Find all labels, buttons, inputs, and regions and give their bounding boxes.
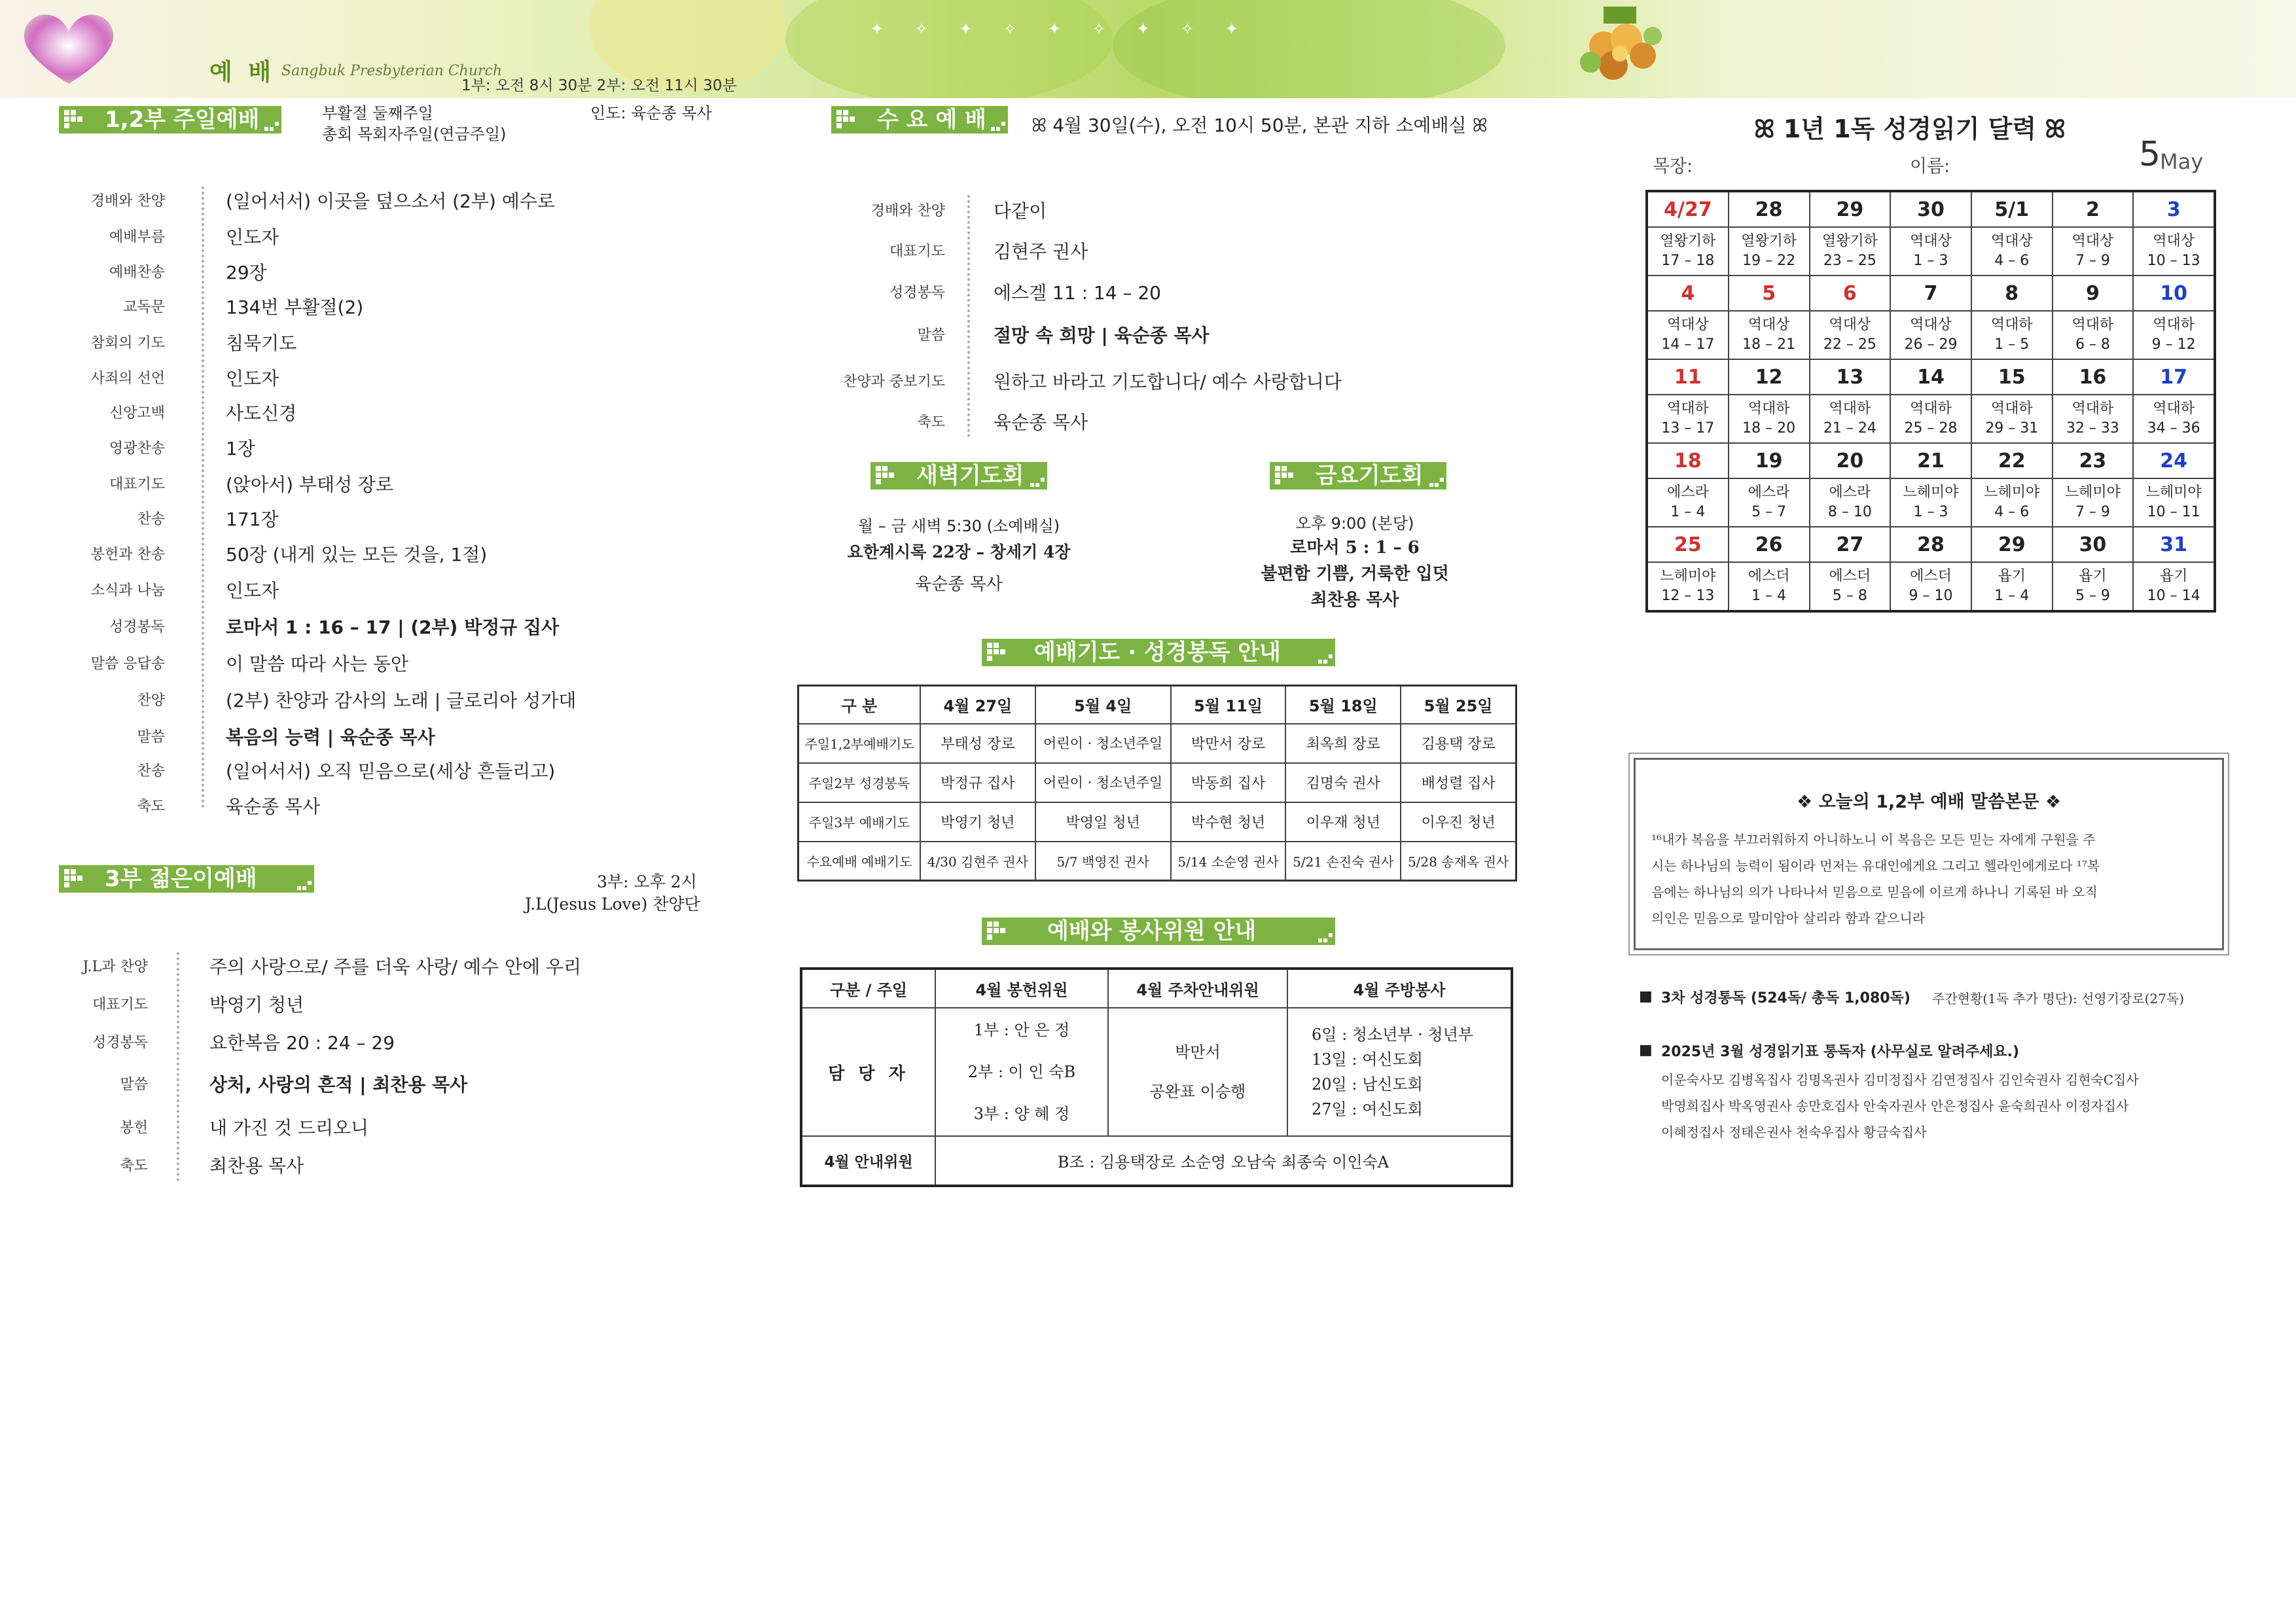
order-label: 말씀 xyxy=(137,729,165,745)
table-header: 4월 27일 xyxy=(920,686,1035,724)
order-label: 축도 xyxy=(120,1158,148,1174)
calendar-reading: 역대상 4 – 6 xyxy=(1971,227,2053,276)
calendar-day: 24 xyxy=(2133,443,2215,478)
verse-title: ❖ 오늘의 1,2부 예배 말씀본문 ❖ xyxy=(1796,792,2062,812)
calendar-day: 28 xyxy=(1890,527,1971,562)
calendar-reading: 느헤미야 4 – 6 xyxy=(1971,478,2053,527)
parking-cell: 박만서 공완표 이승행 xyxy=(1108,1008,1287,1136)
table-cell: 이우진 청년 xyxy=(1401,802,1516,842)
table-cell: 박동희 집사 xyxy=(1171,763,1286,802)
table-cell: 주일1,2부예배기도 xyxy=(798,724,921,763)
order-value: (2부) 찬양과 감사의 노래 | 글로리아 성가대 xyxy=(226,690,577,711)
youth-choir: J.L(Jesus Love) 찬양단 xyxy=(525,895,700,914)
order-label: 성경봉독 xyxy=(109,619,165,635)
order-label: 찬양 xyxy=(137,692,165,709)
kitchen-cell: 6일 : 청소년부 · 청년부 13일 : 여신도회 20일 : 남신도회 27일 : 여신도회 xyxy=(1287,1008,1512,1136)
friday-prayer-header: 금요기도회 xyxy=(1270,462,1446,490)
service-times: 1부: 오전 8시 30분 2부: 오전 11시 30분 xyxy=(461,77,737,94)
calendar-day: 12 xyxy=(1729,359,1810,395)
order-value: (일어서서) 오직 믿음으로(세상 흔들리고) xyxy=(226,760,556,782)
calendar-day: 30 xyxy=(2053,527,2134,562)
calendar-reading: 느헤미야 1 – 3 xyxy=(1890,478,1971,527)
order-label: 대표기도 xyxy=(92,997,148,1013)
calendar-day: 4 xyxy=(1647,276,1729,311)
order-label: 사죄의 선언 xyxy=(90,370,165,387)
calendar-day: 3 xyxy=(2133,191,2215,227)
friday-line-1: 오후 9:00 (본당) xyxy=(1295,514,1414,533)
calendar-day: 29 xyxy=(1971,527,2053,562)
calendar-reading: 에스더 1 – 4 xyxy=(1729,562,1810,611)
table-cell: 박수현 청년 xyxy=(1171,802,1286,842)
row-label: 4월 안내위원 xyxy=(801,1136,935,1186)
header-banner xyxy=(0,0,2296,98)
calendar-reading: 역대하 29 – 31 xyxy=(1971,395,2053,443)
order-label: 예배찬송 xyxy=(109,264,165,281)
calendar-day: 6 xyxy=(1810,276,1891,311)
calendar-reading: 욥기 5 – 9 xyxy=(2053,562,2134,611)
table-cell: 5/21 손진숙 권사 xyxy=(1285,842,1401,881)
calendar-reading: 느헤미야 10 – 11 xyxy=(2133,478,2215,527)
calendar-reading: 에스라 1 – 4 xyxy=(1647,478,1729,527)
table-header: 4월 주방봉사 xyxy=(1287,969,1512,1008)
order-value: 134번 부활절(2) xyxy=(226,296,364,318)
wednesday-info: ꕤ 4월 30일(수), 오전 10시 50분, 본관 지하 소예배실 ꕤ xyxy=(1031,115,1488,136)
order-label: 예배부름 xyxy=(109,229,165,245)
calendar-day: 8 xyxy=(1971,276,2053,311)
calendar-reading: 역대상 14 – 17 xyxy=(1647,311,1729,359)
calendar-day: 18 xyxy=(1647,443,1729,478)
notice-2-names: 박영희집사 박옥영권사 송만호집사 안숙자권사 안은정집사 윤숙희권사 이정자집사 xyxy=(1661,1098,2129,1114)
order-label: 성경봉독 xyxy=(92,1035,148,1051)
table-header: 5월 4일 xyxy=(1035,686,1171,724)
group-label: 목장: xyxy=(1653,156,1693,177)
dotted-divider xyxy=(967,195,973,437)
calendar-day: 11 xyxy=(1647,359,1729,395)
heart-logo-icon xyxy=(13,5,124,90)
calendar-reading: 역대하 34 – 36 xyxy=(2133,395,2215,443)
order-value: 침묵기도 xyxy=(226,332,297,354)
calendar-day: 15 xyxy=(1971,359,2053,395)
notice-bullet: ■ xyxy=(1639,1042,1653,1058)
table-cell: 주일3부 예배기도 xyxy=(798,802,921,842)
service-volunteer-table xyxy=(800,967,1513,1187)
table-cell: 박영기 청년 xyxy=(920,802,1035,842)
dawn-line-2: 요한계시록 22장 – 창세기 4장 xyxy=(847,543,1071,562)
table-header: 구분 / 주일 xyxy=(801,969,935,1008)
order-label: 찬양과 중보기도 xyxy=(843,374,945,390)
dotted-divider xyxy=(177,952,182,1181)
table-row xyxy=(798,763,1516,802)
table-header: 5월 11일 xyxy=(1171,686,1286,724)
order-label: 경배와 찬양 xyxy=(90,193,165,209)
month-name: May xyxy=(2160,149,2204,174)
table-cell: 최옥희 장로 xyxy=(1285,724,1401,763)
calendar-day: 19 xyxy=(1729,443,1810,478)
calendar-day: 13 xyxy=(1810,359,1891,395)
verse-line: 시는 하나님의 능력이 됨이라 먼저는 유대인에게요 그리고 헬라인에게로다 ¹⁷복 xyxy=(1651,858,2100,874)
dawn-line-3: 육순종 목사 xyxy=(915,575,1003,594)
calendar-day: 21 xyxy=(1890,443,1971,478)
order-value: 이 말씀 따라 사는 동안 xyxy=(226,653,409,675)
wednesday-service-header: 수 요 예 배 xyxy=(831,106,1008,134)
calendar-reading: 역대하 9 – 12 xyxy=(2133,311,2215,359)
table-cell: 배성렬 집사 xyxy=(1401,763,1516,802)
order-value: 인도자 xyxy=(226,368,279,389)
order-label: J.L과 찬양 xyxy=(82,959,148,975)
calendar-reading: 역대상 22 – 25 xyxy=(1810,311,1891,359)
notice-bullet: ■ xyxy=(1639,988,1653,1005)
table-cell: 5/7 백영진 권사 xyxy=(1035,842,1171,881)
order-value: 에스겔 11 : 14 – 20 xyxy=(994,282,1161,304)
order-label: 봉헌 xyxy=(120,1120,148,1136)
order-label: 신앙고백 xyxy=(109,405,165,421)
order-label: 말씀 응답송 xyxy=(90,656,165,672)
order-label: 성경봉독 xyxy=(889,285,945,301)
table-cell: 박만서 장로 xyxy=(1171,724,1286,763)
calendar-reading: 역대상 18 – 21 xyxy=(1729,311,1810,359)
calendar-reading: 역대상 26 – 29 xyxy=(1890,311,1971,359)
order-value: (앉아서) 부태성 장로 xyxy=(226,474,394,495)
table-header: 5월 18일 xyxy=(1285,686,1401,724)
table-header: 4월 봉헌위원 xyxy=(935,969,1108,1008)
calendar-reading: 에스라 8 – 10 xyxy=(1810,478,1891,527)
name-label: 이름: xyxy=(1910,156,1950,177)
today-verse-box xyxy=(1634,758,2224,950)
notice-1-detail: 주간현황(1독 추가 명단): 선영기장로(27독) xyxy=(1932,991,2184,1007)
calendar-reading: 역대하 1 – 5 xyxy=(1971,311,2053,359)
youth-time: 3부: 오후 2시 xyxy=(597,872,697,891)
friday-line-3: 불편함 기쁨, 거룩한 입덧 xyxy=(1261,564,1449,584)
table-cell: 어린이 · 청소년주일 xyxy=(1035,763,1171,802)
calendar-day: 31 xyxy=(2133,527,2215,562)
calendar-reading: 역대상 10 – 13 xyxy=(2133,227,2215,276)
table-cell: 김명숙 권사 xyxy=(1285,763,1401,802)
table-header: 구 분 xyxy=(798,686,921,724)
dawn-prayer-header: 새벽기도회 xyxy=(870,462,1047,490)
order-value: 원하고 바라고 기도합니다/ 예수 사랑합니다 xyxy=(994,371,1342,393)
order-value: 로마서 1 : 16 – 17 | (2부) 박정규 집사 xyxy=(226,616,560,638)
order-label: 축도 xyxy=(917,414,945,431)
table-row xyxy=(798,802,1516,842)
friday-line-4: 최찬용 목사 xyxy=(1310,590,1399,610)
order-label: 소식과 나눔 xyxy=(90,582,165,599)
prayer-schedule-table xyxy=(797,685,1517,882)
table-cell: 김용택 장로 xyxy=(1401,724,1516,763)
order-value: 김현주 권사 xyxy=(994,241,1088,262)
offering-cell: 1부 : 안 은 정 2부 : 이 인 숙B 3부 : 양 혜 정 xyxy=(935,1008,1108,1136)
calendar-reading: 역대상 1 – 3 xyxy=(1890,227,1971,276)
logo-word: 예 배 xyxy=(209,59,276,86)
order-value: (일어서서) 이곳을 덮으소서 (2부) 예수로 xyxy=(226,190,555,212)
calendar-reading: 열왕기하 23 – 25 xyxy=(1810,227,1891,276)
calendar-reading: 느헤미야 12 – 13 xyxy=(1647,562,1729,611)
calendar-day: 5 xyxy=(1729,276,1810,311)
calendar-day: 25 xyxy=(1647,527,1729,562)
sunday-subtitle-1: 부활절 둘째주일 xyxy=(322,104,433,122)
calendar-day: 2 xyxy=(2053,191,2134,227)
notice-2-title: 2025년 3월 성경읽기표 통독자 (사무실로 알려주세요.) xyxy=(1661,1044,2020,1060)
table-cell: 5/28 송재옥 권사 xyxy=(1401,842,1516,881)
order-value: 사도신경 xyxy=(226,402,297,424)
sparkle-decoration-icon: ✦ ✧ ✦ ✧ ✦ ✧ ✦ ✧ ✦ xyxy=(870,20,1252,38)
order-value: 29장 xyxy=(226,262,267,283)
order-value: 육순종 목사 xyxy=(226,796,321,817)
table-cell: 수요예배 예배기도 xyxy=(798,842,921,881)
order-value: 인도자 xyxy=(226,580,279,601)
table-cell: 4/30 김현주 권사 xyxy=(920,842,1035,881)
table-cell: 주일2부 성경봉독 xyxy=(798,763,921,802)
calendar-day: 5/1 xyxy=(1971,191,2053,227)
table-cell: 5/14 소순영 권사 xyxy=(1171,842,1286,881)
calendar-reading: 욥기 1 – 4 xyxy=(1971,562,2053,611)
table-cell: 부태성 장로 xyxy=(920,724,1035,763)
calendar-reading: 역대하 21 – 24 xyxy=(1810,395,1891,443)
bible-reading-calendar xyxy=(1645,190,2216,613)
youth-service-header: 3부 젊은이예배 xyxy=(59,865,314,893)
friday-line-2: 로마서 5 : 1 – 6 xyxy=(1290,538,1420,558)
order-value: 주의 사랑으로/ 주를 더욱 사랑/ 예수 안에 우리 xyxy=(209,956,582,978)
order-value: 상처, 사랑의 흔적 | 최찬용 목사 xyxy=(209,1074,468,1096)
table-cell: 박영일 청년 xyxy=(1035,802,1171,842)
calendar-day: 23 xyxy=(2053,443,2134,478)
table-row xyxy=(798,842,1516,881)
order-value: 요한복음 20 : 24 – 29 xyxy=(209,1032,395,1054)
order-label: 대표기도 xyxy=(109,476,165,493)
order-label: 봉헌과 찬송 xyxy=(90,546,165,563)
calendar-reading: 역대상 7 – 9 xyxy=(2053,227,2134,276)
calendar-reading: 에스더 9 – 10 xyxy=(1890,562,1971,611)
calendar-day: 16 xyxy=(2053,359,2134,395)
table-cell: 이우재 청년 xyxy=(1285,802,1401,842)
calendar-title: ꕤ 1년 1독 성경읽기 달력 ꕤ xyxy=(1754,115,2066,143)
order-value: 인도자 xyxy=(226,226,279,248)
verse-line: 음에는 하나님의 의가 나타나서 믿음으로 믿음에 이르게 하나니 기록된 바 오직 xyxy=(1651,884,2098,900)
order-value: 내 가진 것 드리오니 xyxy=(209,1117,369,1139)
order-value: 박영기 청년 xyxy=(209,994,304,1016)
guide-cell: B조 : 김용택장로 소순영 오남숙 최종숙 이인숙A xyxy=(935,1136,1512,1186)
calendar-day: 27 xyxy=(1810,527,1891,562)
calendar-day: 10 xyxy=(2133,276,2215,311)
calendar-day: 7 xyxy=(1890,276,1971,311)
flower-pot-icon xyxy=(1564,0,1676,95)
order-label: 말씀 xyxy=(120,1077,148,1093)
calendar-reading: 에스라 5 – 7 xyxy=(1729,478,1810,527)
order-label: 교독문 xyxy=(123,299,165,315)
calendar-day: 20 xyxy=(1810,443,1891,478)
calendar-day: 26 xyxy=(1729,527,1810,562)
month-number: 5 xyxy=(2139,135,2161,174)
notice-2-names: 이운숙사모 김병옥집사 김명옥권사 김미정집사 김연정집사 김인숙권사 김현숙C집사 xyxy=(1661,1072,2139,1088)
order-value: 171장 xyxy=(226,508,279,530)
calendar-reading: 역대하 18 – 20 xyxy=(1729,395,1810,443)
table-row xyxy=(798,724,1516,763)
logo-script: Sangbuk Presbyterian Church xyxy=(281,63,503,79)
order-value: 1장 xyxy=(226,438,255,459)
order-label: 축도 xyxy=(137,798,165,815)
table-header: 4월 주차안내위원 xyxy=(1108,969,1287,1008)
calendar-reading: 역대하 25 – 28 xyxy=(1890,395,1971,443)
table-cell: 박정규 집사 xyxy=(920,763,1035,802)
calendar-day: 4/27 xyxy=(1647,191,1729,227)
sunday-subtitle-2: 총회 목회자주일(연금주일) xyxy=(322,125,507,143)
prayer-table-header: 예배기도 · 성경봉독 안내 xyxy=(982,639,1335,666)
order-value: 최찬용 목사 xyxy=(209,1155,304,1177)
order-label: 찬송 xyxy=(137,763,165,779)
calendar-reading: 열왕기하 19 – 22 xyxy=(1729,227,1810,276)
order-label: 말씀 xyxy=(917,327,945,344)
order-label: 영광찬송 xyxy=(109,440,165,457)
calendar-day: 28 xyxy=(1729,191,1810,227)
order-value: 육순종 목사 xyxy=(994,412,1088,433)
calendar-day: 22 xyxy=(1971,443,2053,478)
calendar-reading: 역대하 13 – 17 xyxy=(1647,395,1729,443)
calendar-day: 14 xyxy=(1890,359,1971,395)
calendar-reading: 열왕기하 17 – 18 xyxy=(1647,227,1729,276)
dawn-line-1: 월 – 금 새벽 5:30 (소예배실) xyxy=(857,517,1060,535)
order-value: 다같이 xyxy=(994,200,1047,222)
sunday-service-header: 1,2부 주일예배 xyxy=(59,106,281,134)
calendar-day: 17 xyxy=(2133,359,2215,395)
verse-line: ¹⁶내가 복음을 부끄러워하지 아니하노니 이 복음은 모든 믿는 자에게 구원을 주 xyxy=(1651,832,2096,847)
table-cell: 어린이 · 청소년주일 xyxy=(1035,724,1171,763)
dotted-divider xyxy=(202,187,207,808)
order-value: 복음의 능력 | 육순종 목사 xyxy=(226,726,435,748)
calendar-day: 9 xyxy=(2053,276,2134,311)
calendar-reading: 에스더 5 – 8 xyxy=(1810,562,1891,611)
order-value: 절망 속 희망 | 육순종 목사 xyxy=(994,325,1210,346)
calendar-reading: 역대하 6 – 8 xyxy=(2053,311,2134,359)
notice-2-names: 이혜정집사 정태은권사 천숙우집사 황금숙집사 xyxy=(1661,1124,1927,1140)
order-label: 경배와 찬양 xyxy=(870,203,945,219)
notice-1-title: 3차 성경통독 (524독/ 총독 1,080독) xyxy=(1661,990,1910,1007)
service-volunteer-header: 예배와 봉사위원 안내 xyxy=(982,918,1335,945)
table-header: 5월 25일 xyxy=(1401,686,1516,724)
calendar-reading: 역대하 32 – 33 xyxy=(2053,395,2134,443)
calendar-day: 30 xyxy=(1890,191,1971,227)
order-value: 50장 (내게 있는 모든 것을, 1절) xyxy=(226,544,488,565)
order-label: 참회의 기도 xyxy=(90,335,165,351)
calendar-day: 29 xyxy=(1810,191,1891,227)
order-label: 대표기도 xyxy=(889,243,945,260)
calendar-reading: 욥기 10 – 14 xyxy=(2133,562,2215,611)
order-label: 찬송 xyxy=(137,511,165,527)
row-label: 담 당 자 xyxy=(801,1008,935,1136)
sunday-leader: 인도: 육순종 목사 xyxy=(590,104,712,122)
verse-line: 의인은 믿음으로 말미암아 살리라 함과 같으니라 xyxy=(1651,910,1926,926)
calendar-reading: 느헤미야 7 – 9 xyxy=(2053,478,2134,527)
